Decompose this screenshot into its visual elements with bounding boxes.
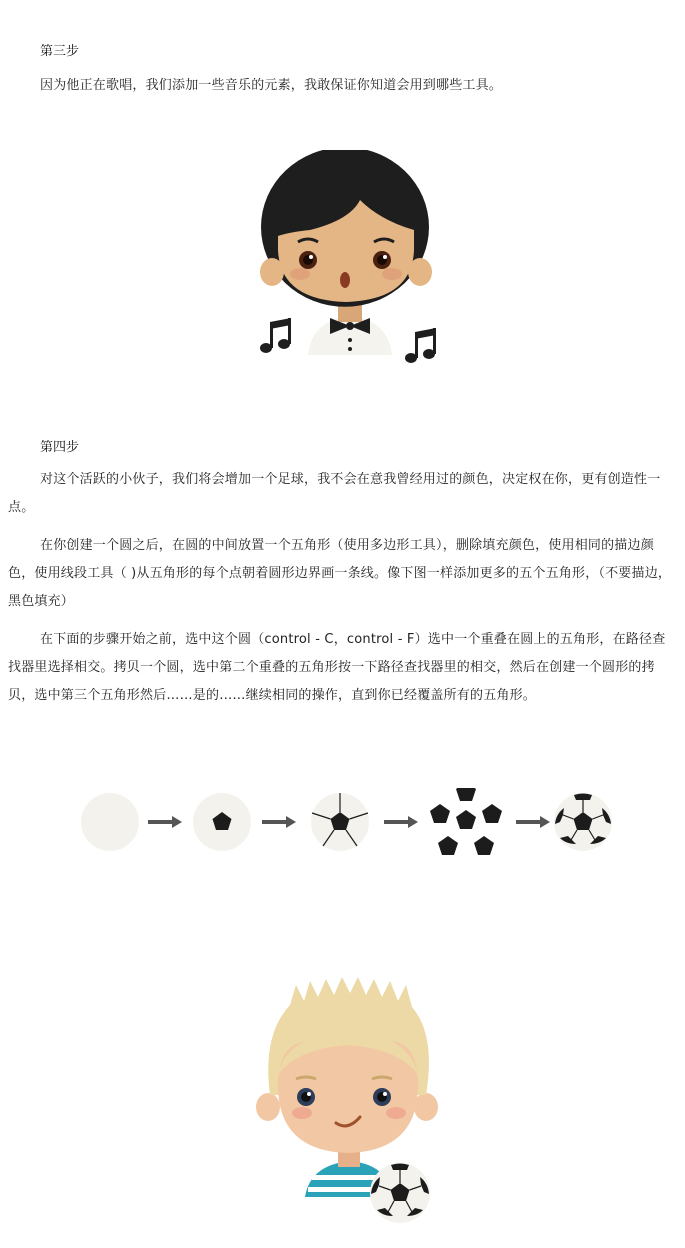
music-note-icon bbox=[403, 326, 437, 366]
football-boy-illustration bbox=[250, 975, 450, 1225]
step4-paragraph-2: 在你创建一个圆之后，在圆的中间放置一个五角形（使用多边形工具），删除填充颜色，使用相同的描边颜色，使用线段工具（ )从五角形的每个点朝着圆形边界画一条线。像下图一样添加更多的五个五角形，（不要描边，黑色填充） bbox=[8, 538, 672, 609]
step4-paragraph-1: 对这个活跃的小伙子，我们将会增加一个足球，我不会在意我曾经用过的颜色，决定权在你，更有创造性一点。 bbox=[8, 472, 661, 515]
step3-text: 因为他正在歌唱，我们添加一些音乐的元素，我敢保证你知道会用到哪些工具。 bbox=[40, 78, 503, 93]
step3-heading: 第三步 bbox=[40, 44, 80, 59]
soccer-ball-steps-diagram bbox=[78, 788, 618, 868]
step4-heading: 第四步 bbox=[40, 440, 80, 455]
music-note-icon bbox=[258, 316, 292, 356]
step4-paragraph-3: 在下面的步骤开始之前，选中这个圆（control - C，control - F）选中一个重叠在圆上的五角形，在路径查找器里选择相交。拷贝一个圆，选中第二个重叠的五角形按一下路径查找器里的相交，然后在创建一个圆形的拷贝，选中第三个五角形然后……是的……继续相同的操作，直到你已经覆盖所有的五角形。 bbox=[8, 632, 666, 703]
